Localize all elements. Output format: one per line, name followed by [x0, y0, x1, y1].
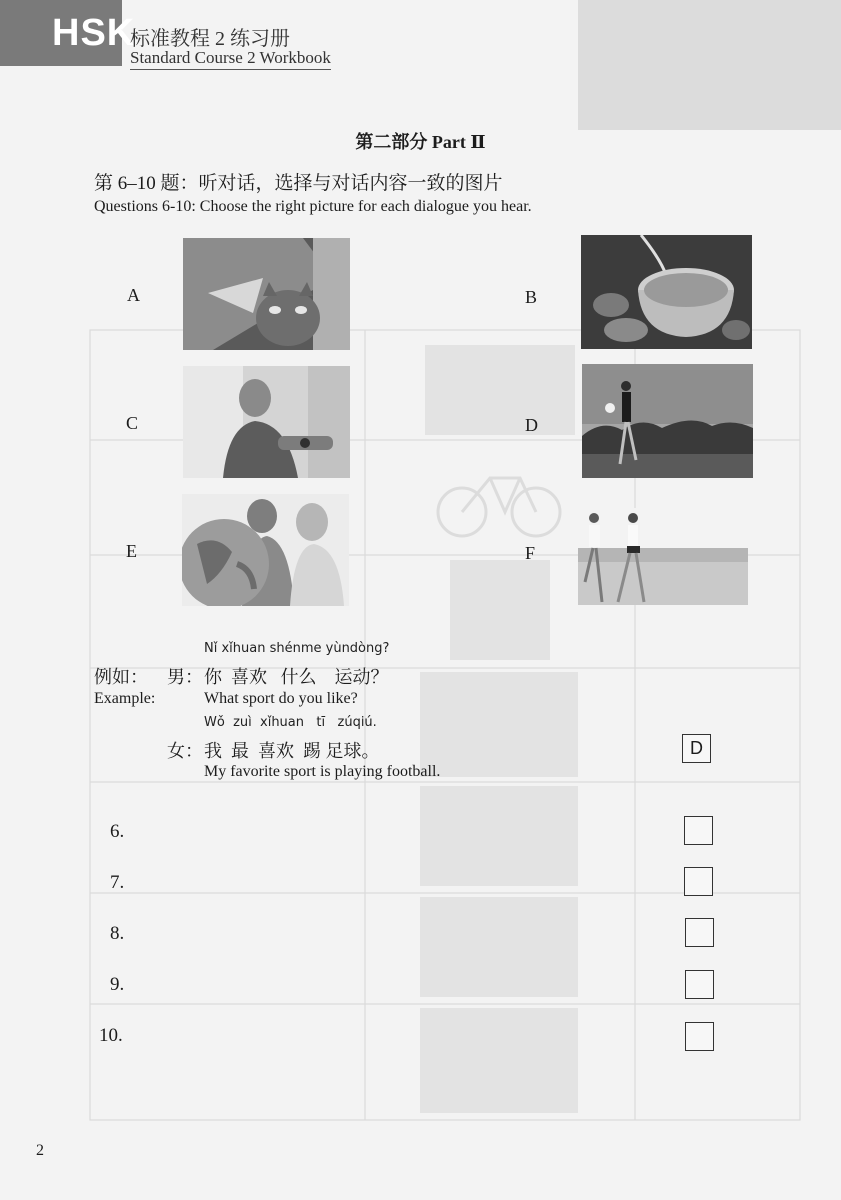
answer-box-6[interactable]	[684, 816, 713, 845]
man-checking-watch-photo	[183, 366, 350, 478]
example-male-en: What sport do you like?	[204, 690, 358, 707]
answer-box-8[interactable]	[685, 918, 714, 947]
hsk-logo: HSK	[52, 12, 136, 54]
example-female-speaker: 女：	[167, 741, 203, 761]
question-number-10: 10.	[99, 1025, 123, 1046]
example-female-en: My favorite sport is playing football.	[204, 763, 441, 780]
option-label-d: D	[525, 415, 538, 435]
option-label-b: B	[525, 287, 538, 307]
people-with-globe-photo	[182, 494, 349, 606]
instructions-cn: 第 6–10 题：听对话，选择与对话内容一致的图片	[94, 173, 503, 194]
option-label-e: E	[126, 541, 137, 561]
book-title-cn: 标准教程 2 练习册	[130, 28, 290, 50]
question-number-7: 7.	[110, 872, 125, 893]
question-number-8: 8.	[110, 923, 125, 944]
example-male-cn: 你 喜欢 什么 运动？	[204, 667, 389, 687]
instructions-en: Questions 6-10: Choose the right picture for each dialogue you hear.	[94, 198, 532, 215]
example-male-pinyin: Nǐ xǐhuan shénme yùndòng?	[204, 641, 390, 656]
answer-box-7[interactable]	[684, 867, 713, 896]
option-label-a: A	[127, 285, 140, 305]
answer-box-10[interactable]	[685, 1022, 714, 1051]
cat-photo	[183, 238, 350, 350]
example-female-cn: 我 最 喜欢 踢 足球。	[204, 741, 380, 761]
book-title-en: Standard Course 2 Workbook	[130, 48, 331, 70]
answer-box-9[interactable]	[685, 970, 714, 999]
question-number-9: 9.	[110, 974, 125, 995]
example-label-cn: 例如：	[94, 667, 148, 687]
option-label-c: C	[126, 413, 139, 433]
example-answer-box: D	[682, 734, 711, 763]
question-number-6: 6.	[110, 821, 125, 842]
example-male-speaker: 男：	[167, 667, 203, 687]
page-number: 2	[36, 1142, 44, 1159]
example-label-en: Example:	[94, 690, 156, 707]
example-female-pinyin: Wǒ zuì xǐhuan tī zúqiú.	[204, 715, 377, 730]
option-label-f: F	[525, 543, 536, 563]
couple-running-on-beach-photo	[578, 508, 748, 605]
tea-cup-photo	[581, 235, 752, 349]
woman-playing-football-photo	[582, 364, 753, 478]
part-title: 第二部分 Part Ⅱ	[355, 132, 486, 152]
